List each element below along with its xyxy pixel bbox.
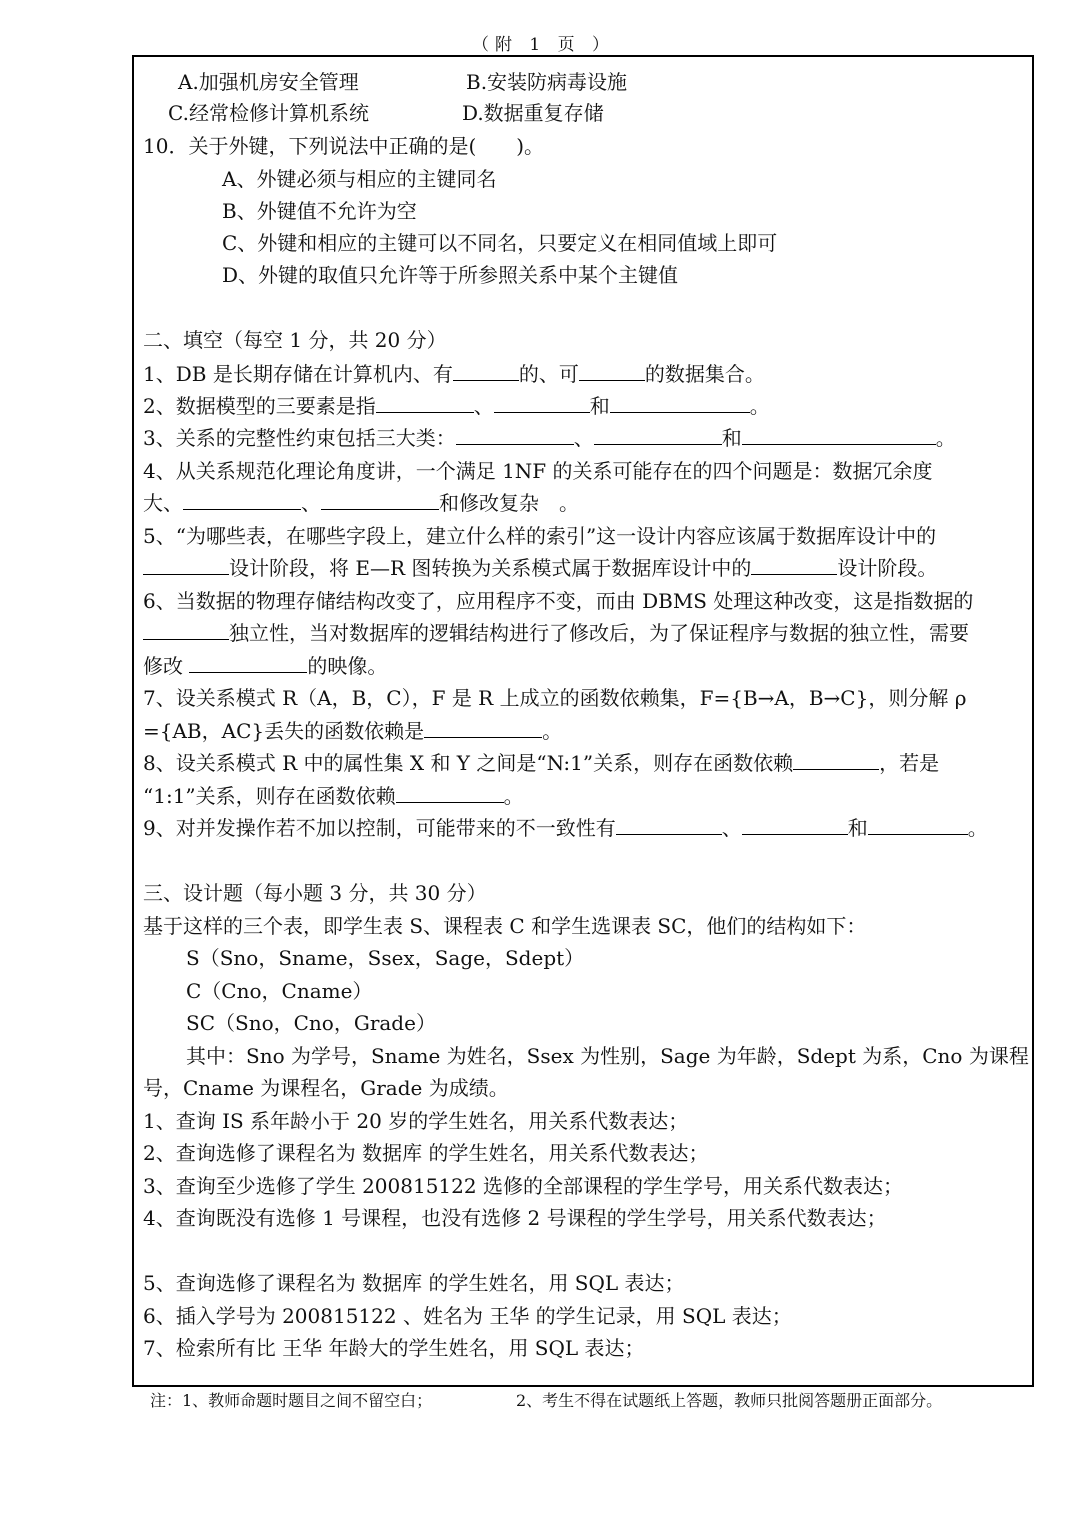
design-question-5: 5、查询选修了课程名为 数据库 的学生姓名，用 SQL 表达； <box>143 1271 685 1295</box>
fill-question-7-line2: ={AB，AC}丢失的函数依赖是 。 <box>143 719 563 743</box>
fill-question-6-line1: 6、当数据的物理存储结构改变了，应用程序不变，而由 DBMS 处理这种改变，这是指数据的 <box>143 589 974 613</box>
fill-question-6-line2: 独立性，当对数据库的逻辑结构进行了修改后，为了保证程序与数据的独立性，需要 <box>143 621 969 645</box>
fill-question-5-line1: 5、“为哪些表，在哪些字段上，建立什么样的索引”这一设计内容应该属于数据库设计中的 <box>143 524 937 548</box>
answer-blank[interactable] <box>742 816 848 835</box>
answer-blank[interactable] <box>742 426 936 445</box>
answer-blank[interactable] <box>321 491 439 510</box>
design-question-2: 2、查询选修了课程名为 数据库 的学生姓名，用关系代数表达； <box>143 1141 709 1165</box>
q10-option-b: B、外键值不允许为空 <box>222 199 417 223</box>
q9-option-a: A.加强机房安全管理 <box>178 70 359 94</box>
q10-stem: 10．关于外键，下列说法中正确的是( )。 <box>143 134 545 158</box>
design-question-6: 6、插入学号为 200815122 、姓名为 王华 的学生记录，用 SQL 表达； <box>143 1304 792 1328</box>
answer-blank[interactable] <box>793 751 879 770</box>
fill-question-9: 9、对并发操作若不加以控制，可能带来的不一致性有 、 和 。 <box>143 816 988 840</box>
answer-blank[interactable] <box>143 556 229 575</box>
q10-option-a: A、外键必须与相应的主键同名 <box>222 167 497 191</box>
answer-blank[interactable] <box>189 654 307 673</box>
schema-sc-table: SC（Sno，Cno，Grade） <box>186 1011 436 1035</box>
design-question-3: 3、查询至少选修了学生 200815122 选修的全部课程的学生学号，用关系代数表达； <box>143 1174 903 1198</box>
fill-question-1: 1、DB 是长期存储在计算机内、有 的、可 的数据集合。 <box>143 362 765 386</box>
answer-blank[interactable] <box>456 426 574 445</box>
section3-title: 三、设计题（每小题 3 分，共 30 分） <box>143 881 487 905</box>
fill-question-6-line3: 修改 的映像。 <box>143 654 388 678</box>
answer-blank[interactable] <box>376 394 474 413</box>
footer-note-2: 2、考生不得在试题纸上答题，教师只批阅答题册正面部分。 <box>516 1391 943 1410</box>
fill-question-7-line1: 7、设关系模式 R（A，B，C），F 是 R 上成立的函数依赖集，F={B→A，B→C}，则分解 ρ <box>143 686 967 710</box>
schema-c-table: C（Cno，Cname） <box>186 979 373 1003</box>
answer-blank[interactable] <box>868 816 968 835</box>
design-question-7: 7、检索所有比 王华 年龄大的学生姓名，用 SQL 表达； <box>143 1336 645 1360</box>
fill-question-3: 3、关系的完整性约束包括三大类： 、 和 。 <box>143 426 956 450</box>
design-question-1: 1、查询 IS 系年龄小于 20 岁的学生姓名，用关系代数表达； <box>143 1109 689 1133</box>
answer-blank[interactable] <box>579 362 645 381</box>
fill-question-4-line1: 4、从关系规范化理论角度讲，一个满足 1NF 的关系可能存在的四个问题是：数据冗余度 <box>143 459 933 483</box>
answer-blank[interactable] <box>424 719 542 738</box>
page-number-header: （附 1 页 ） <box>471 35 616 55</box>
q9-option-c: C.经常检修计算机系统 <box>168 101 369 125</box>
schema-note-line2: 号，Cname 为课程名，Grade 为成绩。 <box>143 1076 509 1100</box>
schema-note-line1: 其中：Sno 为学号，Sname 为姓名，Ssex 为性别，Sage 为年龄，Sdept 为系，Cno 为课程 <box>186 1044 1029 1068</box>
schema-s-table: S（Sno，Sname，Ssex，Sage，Sdept） <box>186 946 585 970</box>
q10-option-d: D、外键的取值只允许等于所参照关系中某个主键值 <box>222 263 679 287</box>
answer-blank[interactable] <box>616 816 722 835</box>
fill-question-4-line2: 大、 、 和修改复杂 。 <box>143 491 579 515</box>
q10-option-c: C、外键和相应的主键可以不同名，只要定义在相同值域上即可 <box>222 231 778 255</box>
q9-option-b: B.安装防病毒设施 <box>466 70 628 94</box>
answer-blank[interactable] <box>143 621 229 640</box>
section3-intro: 基于这样的三个表，即学生表 S、课程表 C 和学生选课表 SC，他们的结构如下： <box>143 914 867 938</box>
answer-blank[interactable] <box>751 556 837 575</box>
q9-option-d: D.数据重复存储 <box>462 101 604 125</box>
fill-question-8-line1: 8、设关系模式 R 中的属性集 X 和 Y 之间是“N:1”关系，则存在函数依赖 ，若是 <box>143 751 940 775</box>
answer-blank[interactable] <box>453 362 519 381</box>
answer-blank[interactable] <box>183 491 301 510</box>
fill-question-8-line2: “1:1”关系，则存在函数依赖 。 <box>143 784 524 808</box>
design-question-4: 4、查询既没有选修 1 号课程，也没有选修 2 号课程的学生学号，用关系代数表达； <box>143 1206 887 1230</box>
answer-blank[interactable] <box>594 426 722 445</box>
section2-title: 二、填空（每空 1 分，共 20 分） <box>143 328 447 352</box>
answer-blank[interactable] <box>396 784 504 803</box>
answer-blank[interactable] <box>610 394 750 413</box>
fill-question-2: 2、数据模型的三要素是指 、 和 。 <box>143 394 770 418</box>
answer-blank[interactable] <box>494 394 590 413</box>
footer-note-1: 注：1、教师命题时题目之间不留空白； <box>150 1391 433 1410</box>
fill-question-5-line2: 设计阶段，将 E—R 图转换为关系模式属于数据库设计中的 设计阶段。 <box>143 556 937 580</box>
